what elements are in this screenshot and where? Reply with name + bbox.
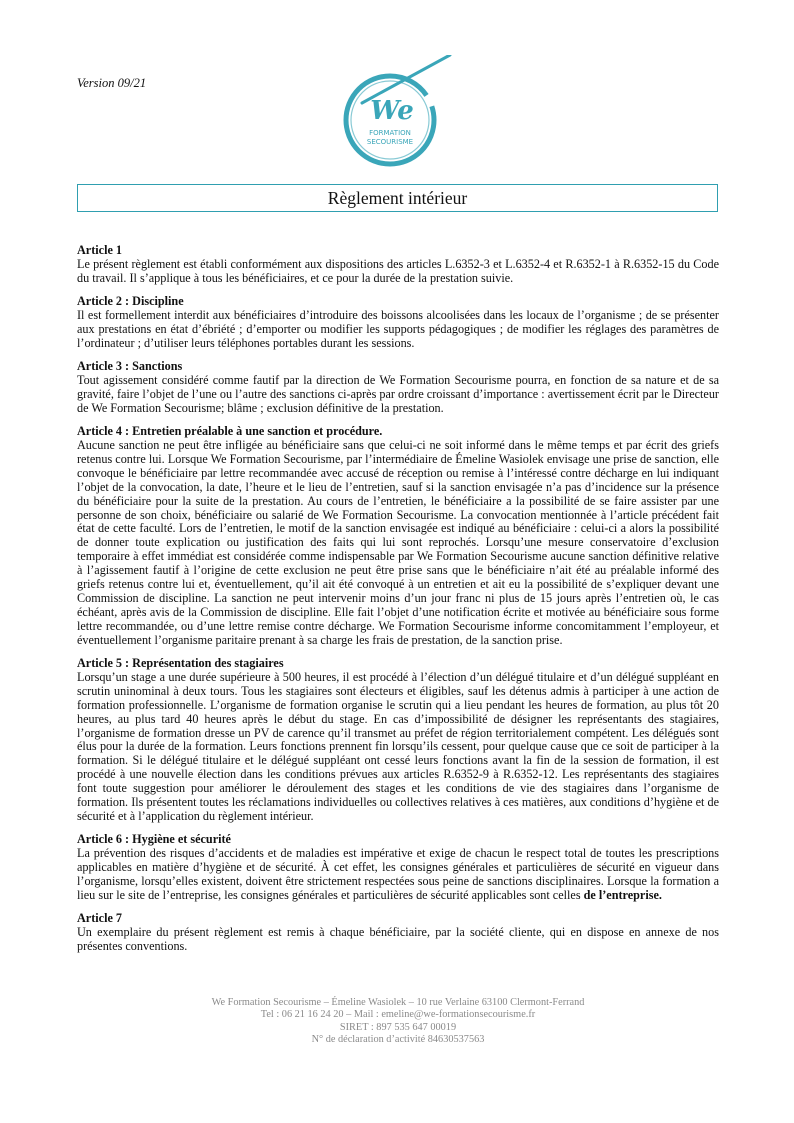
article-text: Il est formellement interdit aux bénéficiaires d’introduire des boissons alcoolisées dans les locaux de l’organisme ; de se présenter aux prestations en état d’ébriété ; d’emporter ou modifier les supports pédagogiques ; de modifier les réglages des paramètres de l’ordinateur ; d’utiliser leurs téléphones portables durant les sessions. [77,308,719,350]
svg-text:SECOURISME: SECOURISME [366,138,414,146]
article-bold-tail: de l’entreprise. [583,887,662,902]
article-2 [77,295,719,351]
article-heading: Article 5 : Représentation des stagiaires [77,656,284,671]
footer-contact: Tel : 06 21 16 24 20 – Mail : emeline@we-formationsecourisme.fr [260,1009,536,1021]
footer-address: We Formation Secourisme – Émeline Wasiolek – 10 rue Verlaine 63100 Clermont-Ferrand [211,997,585,1008]
article-heading: Article 7 [77,911,123,926]
article-7 [77,912,719,954]
article-heading: Article 4 : Entretien préalable à une sanction et procédure. [77,424,383,439]
article-text: Un exemplaire du présent règlement est remis à chaque bénéficiaire, par la société cliente, qui en dispose en annexe de nos présentes conventions. [77,925,719,954]
article-text: La prévention des risques d’accidents et de maladies est impérative et exige de chacun le respect total de toutes les prescriptions applicables en matière d’hygiène et de sécurité. À cet effet, les consignes générales et particulières de sécurité en vigueur dans l’organisme, lorsqu’elles existent, doivent être strictement respectées sous peine de sanctions disciplinaires. Lorsque la formation a lieu sur le site de l’entreprise, les consignes générales et particulières de sécurité applicables sont celles de l’entreprise. [77,846,719,902]
article-5 [77,657,719,824]
article-4 [77,425,719,648]
rules-body [77,244,719,963]
article-3 [77,360,719,416]
article-text: Tout agissement considéré comme fautif par la direction de We Formation Secourisme pourra, en fonction de sa nature et de sa gravité, faire l’objet de l’une ou l’autre des sanctions ci-après par ordre croissant d’importance : avertissement écrit par le Directeur de We Formation Secourisme; blâme ; exclusion définitive de la prestation. [77,373,719,415]
article-heading: Article 3 : Sanctions [77,359,183,374]
article-heading: Article 1 [77,243,123,257]
article-heading: Article 2 : Discipline [77,294,184,309]
svg-text:We: We [370,96,414,126]
we-formation-secourisme-logo [340,55,455,173]
article-text: Le présent règlement est établi conformément aux dispositions des articles L.6352-3 et L.6352-4 et R.6352-1 à R.6352-15 du Code du travail. Il s’applique à tous les bénéficiaires, et ce pour la durée de la prestation suivie. [77,256,719,285]
document-version: Version 09/21 [77,76,147,90]
footer-siret: SIRET : 897 535 647 00019 [339,1021,457,1033]
article-1 [77,244,719,286]
footer-declaration: N° de déclaration d’activité 84630537563 [311,1034,485,1046]
article-6 [77,833,719,903]
article-text: Aucune sanction ne peut être infligée au bénéficiaire sans que celui-ci ne soit informé dans le même temps et par écrit des griefs retenus contre lui. Lorsque We Formation Secourisme, par l’intermédiaire de Émeline Wasiolek envisage une prise de sanction, elle convoque le bénéficiaire par lettre recommandée avec accusé de réception ou remise à l’intéressé contre décharge en lui indiquant l’objet de la convocation, la date, l’heure et le lieu de l’entretien, sauf si la sanction envisagée n’a pas d’incidence sur la présence du bénéficiaire pour la suite de la prestation. Au cours de l’entretien, le bénéficiaire a la possibilité de se faire assister par une personne de son choix, bénéficiaire ou salarié de We Formation Secourisme. La convocation mentionnée à l’article précédent fait état de cette faculté. Lors de l’entretien, le motif de la sanction envisagée est indiqué au bénéficiaire : celui-ci a alors la possibilité de donner toute explication ou justification des faits qui lui sont reprochés. Lorsqu’une mesure conservatoire d’exclusion temporaire à effet immédiat est considérée comme indispensable par We Formation Secourisme aucune sanction définitive relative à l’agissement fautif à l’origine de cette exclusion ne peut être prise sans que le bénéficiaire n’ait été au préalable informé des griefs retenus contre lui et, éventuellement, qu’il ait été convoqué à un entretien et ait eu la possibilité de s’expliquer devant une Commission de discipline. La sanction ne peut intervenir moins d’un jour franc ni plus de 15 jours après l’entretien où, le cas échéant, après avis de la Commission de discipline. Elle fait l’objet d’une notification écrite et motivée au bénéficiaire sous forme lettre recommandée, ou d’une lettre remise contre décharge. We Formation Secourisme informe concomitamment l’employeur, et éventuellement l’organisme paritaire prenant à sa charge les frais de prestation, de la sanction prise. [77,438,719,647]
article-heading: Article 6 : Hygiène et sécurité [77,832,231,847]
company-footer [77,997,719,1047]
document-title-box [77,184,718,212]
article-text: Lorsqu’un stage a une durée supérieure à 500 heures, il est procédé à l’élection d’un délégué titulaire et d’un délégué suppléant en scrutin uninominal à deux tours. Tous les stagiaires sont électeurs et éligibles, sauf les détenus admis à participer à une action de formation professionnelle. L’organisme de formation organise le scrutin qui a lieu pendant les heures de formation, au plus tôt 20 heures, au plus tard 40 heures après le début du stage. En cas d’impossibilité de désigner les représentants des stagiaires, l’organisme de formation dresse un PV de carence qu’il transmet au préfet de région territorialement compétent. Les délégués sont élus pour la durée de la formation. Leurs fonctions prennent fin lorsqu’ils cessent, pour quelque cause que ce soit de participer à la formation. Si le délégué titulaire et le délégué suppléant ont cessé leurs fonctions avant la fin de la session de formation, il est procédé à une nouvelle élection dans les conditions prévues aux articles R.6352-9 à R.6352-12. Les représentants des stagiaires font toute suggestion pour améliorer le déroulement des stages et les conditions de vie des stagiaires dans l’organisme de formation. Ils présentent toutes les réclamations individuelles ou collectives relatives à ces matières, aux conditions d’hygiène et de sécurité et à l’application du règlement intérieur. [77,669,719,823]
svg-text:FORMATION: FORMATION [369,129,411,137]
document-title: Règlement intérieur [327,187,468,208]
